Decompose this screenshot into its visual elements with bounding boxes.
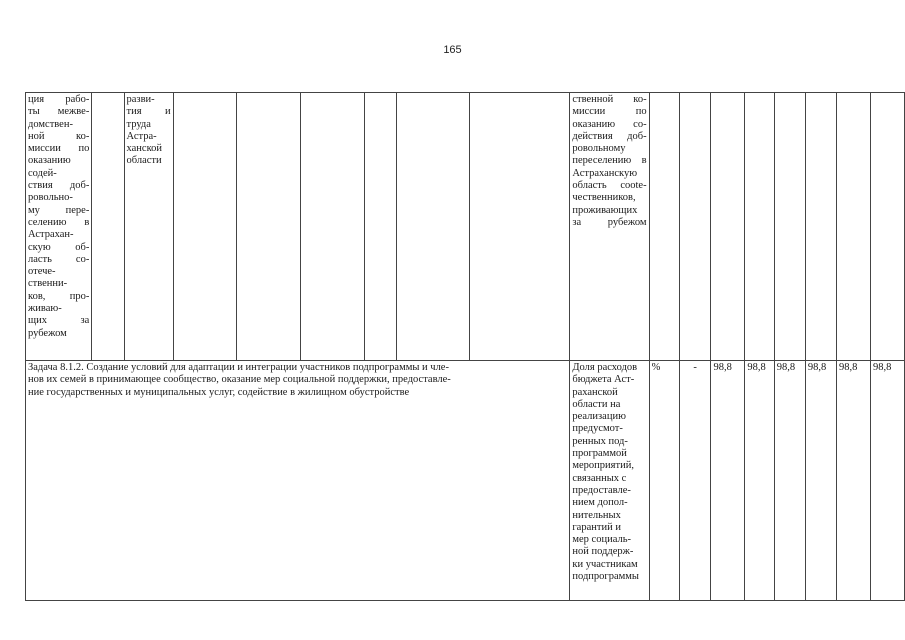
table-cell [870,93,904,361]
value-cell: 98,8 [870,361,904,601]
value-cell: 98,8 [805,361,836,601]
table-cell [649,93,679,361]
table-cell [301,93,365,361]
measure-description-cell: ция рабо- ты межве- домствен- ной ко- миссии по оказанию содей- ствия доб- ровольно- му пере- селению в Астрахан- скую об- ласть со- отече- ственни- ков, про- живаю- щих за рубежом [26,93,92,361]
indicator-cell: ственной ко- миссии по оказанию со- действия доб- ровольному переселению в Астраханскую область соote- чественников, проживающих за рубежом [570,93,649,361]
table-cell [745,93,774,361]
indicator-cell: Доля расходов бюджета Аст- раханской области на реализацию предусмот- ренных под- программой мероприятий, связанных с предоставле- нием допол- нительных гарантий и мер социаль- ной поддерж- ки участникам подпрограммы [570,361,649,601]
table-cell [711,93,745,361]
table-row [26,361,905,601]
document-table [25,92,905,601]
table-cell [805,93,836,361]
table-cell [470,93,570,361]
value-cell: 98,8 [711,361,745,601]
base-value-cell: - [679,361,711,601]
table-cell [237,93,301,361]
value-cell: 98,8 [774,361,805,601]
table-cell [173,93,237,361]
value-cell: 98,8 [745,361,774,601]
table-cell [774,93,805,361]
unit-cell: % [649,361,679,601]
executor-cell: разви- тия и труда Астра- ханской области [124,93,173,361]
table-row [26,93,905,361]
task-cell: Задача 8.1.2. Создание условий для адаптации и интеграции участников подпрограммы и чле- нов их семей в принимающее сообщество, оказание мер социальной поддержки, предоставле- ние государственных и муниципальных услуг, содействие в жилищном обустройстве [26,361,570,601]
table-cell [679,93,711,361]
table-cell [92,93,124,361]
table-cell [837,93,871,361]
page-number: 165 [443,44,462,56]
value-cell: 98,8 [837,361,871,601]
table-cell [397,93,470,361]
table-cell [365,93,397,361]
